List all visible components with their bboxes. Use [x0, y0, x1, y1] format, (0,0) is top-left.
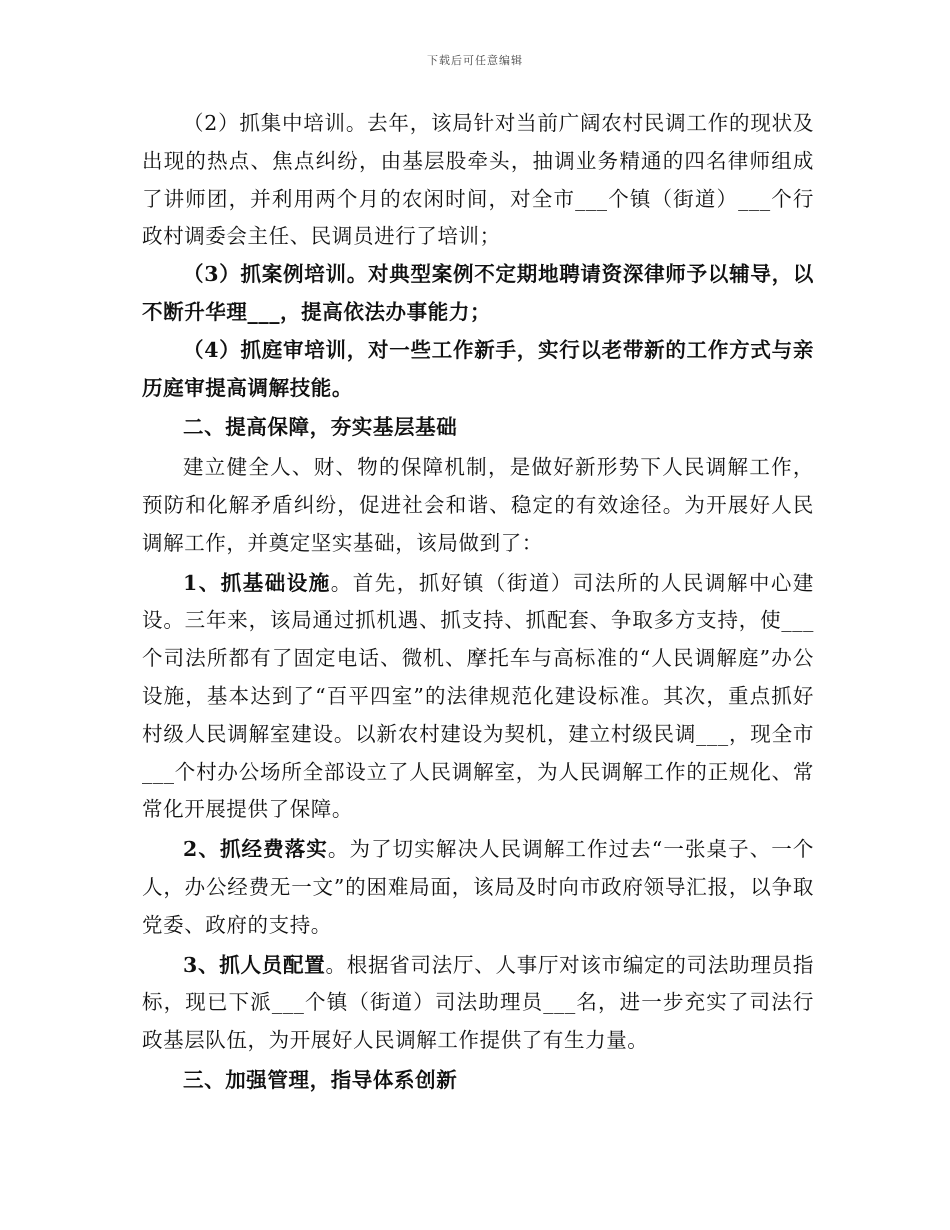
- page-header: 下载后可任意编辑: [427, 54, 523, 67]
- section-heading-3: 三、加强管理，指导体系创新: [183, 1067, 458, 1092]
- section-heading-2: 二、提高保障，夯实基层基础: [183, 415, 458, 440]
- paragraph-funding-text: 。为了切实解决人民调解工作过去“一张桌子、一个人，办公经费无一文”的困难局面，该局及时向市政府领导汇报，以争取党委、政府的支持。: [142, 837, 814, 937]
- paragraph-guarantee-mechanism: 建立健全人、财、物的保障机制，是做好新形势下人民调解工作，预防和化解矛盾纠纷，促进社会和谐、稳定的有效途径。为开展好人民调解工作，并奠定坚实基础，该局做到了：: [142, 455, 814, 555]
- paragraph-funding: [142, 831, 814, 944]
- paragraph-trial-training: （4）抓庭审培训，对一些工作新手，实行以老带新的工作方式与亲历庭审提高调解技能。: [142, 337, 814, 400]
- paragraph-staffing: [142, 947, 814, 1060]
- paragraph-infrastructure-lead: 1、抓基础设施: [183, 570, 331, 595]
- paragraph-staffing-text: 。根据省司法厅、人事厅对该市编定的司法助理员指标，现已下派___个镇（街道）司法助理员___名，进一步充实了司法行政基层队伍，为开展好人民调解工作提供了有生力量。: [142, 952, 814, 1053]
- paragraph-case-training: （3）抓案例培训。对典型案例不定期地聘请资深律师予以辅导，以不断升华理___，提高依法办事能力；: [142, 262, 814, 324]
- paragraph-infrastructure: [142, 565, 814, 830]
- paragraph-staffing-lead: 3、抓人员配置: [183, 952, 326, 977]
- paragraph-infrastructure-text: 。首先，抓好镇（街道）司法所的人民调解中心建设。三年来，该局通过抓机遇、抓支持、抓配套、争取多方支持，使___个司法所都有了固定电话、微机、摩托车与高标准的“人民调解庭”办公设施，基本达到了“百平四室”的法律规范化建设标准。其次，重点抓好村级人民调解室建设。以新农村建设为契机，建立村级民调___，现全市___个村办公场所全部设立了人民调解室，为人民调解工作的正规化、常常化开展提供了保障。: [142, 570, 814, 822]
- document-body: [142, 105, 814, 1100]
- paragraph-concentrated-training: （2）抓集中培训。去年，该局针对当前广阔农村民调工作的现状及出现的热点、焦点纠纷，由基层股牵头，抽调业务精通的四名律师组成了讲师团，并利用两个月的农闲时间，对全市___个镇（街道）___个行政村调委会主任、民调员进行了培训；: [142, 111, 814, 249]
- paragraph-funding-lead: 2、抓经费落实: [183, 837, 328, 862]
